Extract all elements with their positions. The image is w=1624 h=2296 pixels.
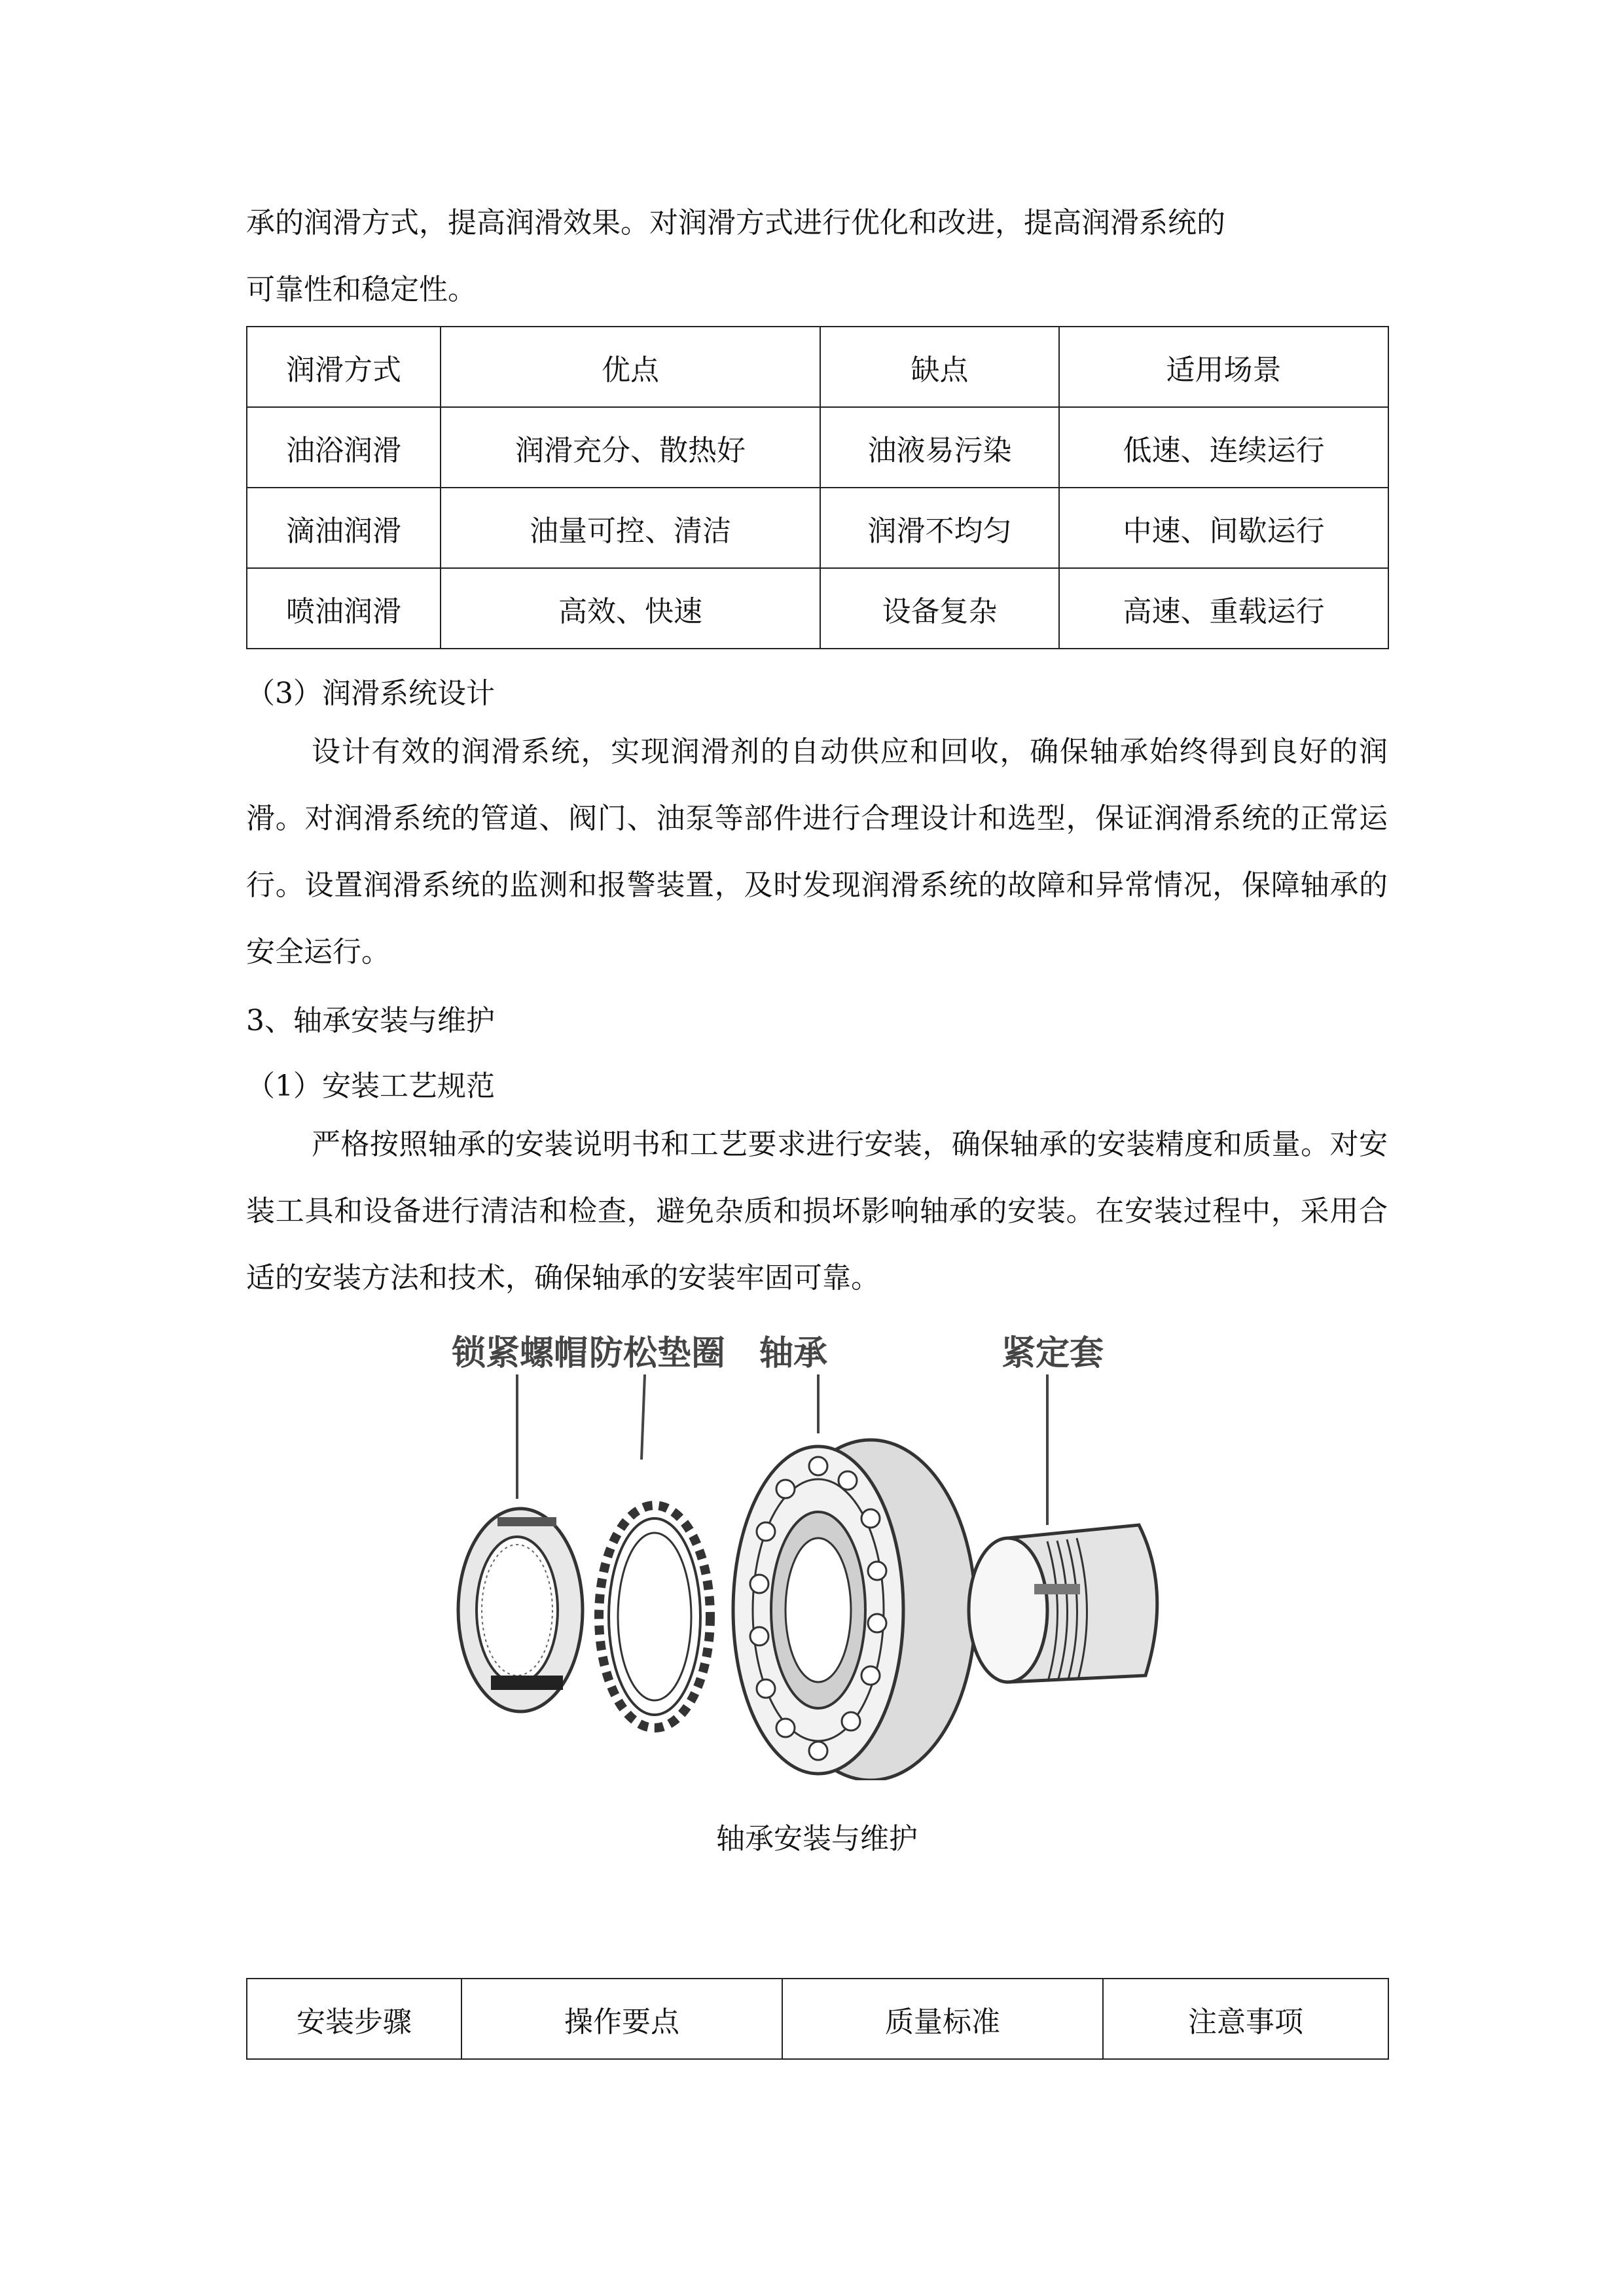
table-header-cell: 优点 [441, 327, 820, 407]
table-cell: 润滑充分、散热好 [441, 407, 820, 488]
table-cell: 油量可控、清洁 [441, 488, 820, 568]
table-header-cell: 安装步骤 [247, 1979, 461, 2059]
label-adapter-sleeve: 紧定套 [1001, 1334, 1104, 1373]
table-header-cell: 适用场景 [1059, 327, 1388, 407]
adapter-sleeve-drawing [969, 1525, 1157, 1682]
bearing-assembly-figure [419, 1309, 1231, 1780]
table-header-cell: 缺点 [820, 327, 1059, 407]
label-lock-washer: 防松垫圈 [589, 1334, 726, 1373]
table-header-cell: 注意事项 [1103, 1979, 1388, 2059]
bearing-drawing [733, 1440, 975, 1780]
table-header-row [247, 327, 1388, 407]
lock-washer-drawing [599, 1505, 710, 1728]
paragraph-line: 可靠性和稳定性。 [246, 273, 477, 306]
table-cell: 喷油润滑 [247, 568, 441, 649]
table-header-cell: 润滑方式 [247, 327, 441, 407]
table-cell: 低速、连续运行 [1059, 407, 1388, 488]
subsection-heading-install-spec: （1）安装工艺规范 [246, 1069, 495, 1103]
table-header-cell: 质量标准 [782, 1979, 1103, 2059]
table-row [247, 488, 1388, 568]
figure-caption: 轴承安装与维护 [716, 1822, 918, 1856]
installation-steps-table [246, 1978, 1389, 2060]
lock-nut-drawing [458, 1509, 583, 1712]
table-header-row [247, 1979, 1388, 2059]
table-cell: 高效、快速 [441, 568, 820, 649]
section-heading-installation: 3、轴承安装与维护 [246, 1004, 495, 1037]
table-row [247, 568, 1388, 649]
table-row [247, 407, 1388, 488]
table-cell: 设备复杂 [820, 568, 1059, 649]
table-header-cell: 操作要点 [461, 1979, 782, 2059]
table-cell: 高速、重载运行 [1059, 568, 1388, 649]
table-cell: 油浴润滑 [247, 407, 441, 488]
label-bearing: 轴承 [759, 1334, 828, 1373]
paragraph-line: 承的润滑方式，提高润滑效果。对润滑方式进行优化和改进，提高润滑系统的 [246, 206, 1225, 240]
table-cell: 油液易污染 [820, 407, 1059, 488]
lubrication-methods-table [246, 326, 1389, 649]
paragraph-lubrication-system: 设计有效的润滑系统，实现润滑剂的自动供应和回收，确保轴承始终得到良好的润滑。对润滑系统的管道、阀门、油泵等部件进行合理设计和选型，保证润滑系统的正常运行。设置润滑系统的监测和报警装置，及时发现润滑系统的故障和异常情况，保障轴承的安全运行。 [246, 735, 1388, 969]
table-cell: 中速、间歇运行 [1059, 488, 1388, 568]
table-cell: 润滑不均匀 [820, 488, 1059, 568]
table-cell: 滴油润滑 [247, 488, 441, 568]
paragraph-continuation [246, 190, 1388, 323]
section-heading-lubrication-system: （3）润滑系统设计 [246, 677, 495, 710]
label-lock-nut: 锁紧螺帽 [452, 1334, 588, 1373]
paragraph-install-spec: 严格按照轴承的安装说明书和工艺要求进行安装，确保轴承的安装精度和质量。对安装工具和设备进行清洁和检查，避免杂质和损坏影响轴承的安装。在安装过程中，采用合适的安装方法和技术，确保轴承的安装牢固可靠。 [246, 1128, 1388, 1295]
